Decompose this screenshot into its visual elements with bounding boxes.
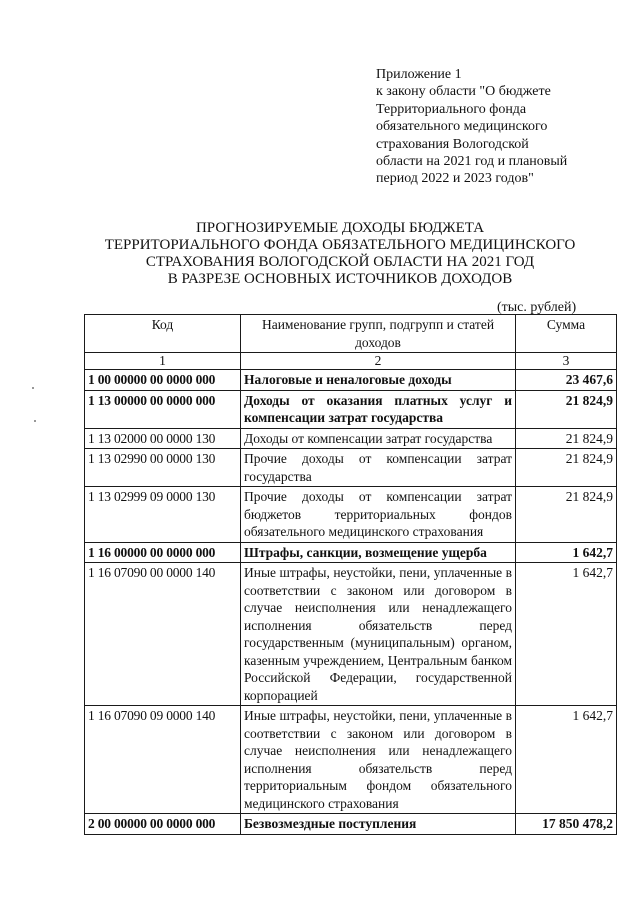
- row-name: Прочие доходы от компенсации затрат государства: [241, 449, 516, 487]
- row-name: Налоговые и неналоговые доходы: [241, 370, 516, 391]
- row-sum: 21 824,9: [516, 449, 617, 487]
- row-sum: 21 824,9: [516, 487, 617, 543]
- row-code: 1 16 00000 00 0000 000: [85, 542, 241, 563]
- col-number: 3: [516, 353, 617, 370]
- col-number: 1: [85, 353, 241, 370]
- revenue-table: [84, 314, 617, 835]
- row-sum: 17 850 478,2: [516, 814, 617, 835]
- title-line: СТРАХОВАНИЯ ВОЛОГОДСКОЙ ОБЛАСТИ НА 2021 ГОД: [145, 254, 535, 270]
- row-sum: 21 824,9: [516, 428, 617, 449]
- row-code: 2 00 00000 00 0000 000: [85, 814, 241, 835]
- row-name: Иные штрафы, неустойки, пени, уплаченные в соответствии с законом или договором в случае неисполнения или ненадлежащего исполнения обязательств перед государственным (муниципальным) органом, казенным учреждением, Центральным банком Российской Федерации, государственной корпорацией: [241, 563, 516, 706]
- row-name: Прочие доходы от компенсации затрат бюджетов территориальных фондов обязательного медицинского страхования: [241, 487, 516, 543]
- row-code: 1 00 00000 00 0000 000: [85, 370, 241, 391]
- row-sum: 1 642,7: [516, 563, 617, 706]
- table-row: [85, 487, 617, 543]
- row-sum: 23 467,6: [516, 370, 617, 391]
- header-name: Наименование групп, подгрупп и статей доходов: [241, 315, 516, 353]
- row-code: 1 13 02999 09 0000 130: [85, 487, 241, 543]
- row-name: Доходы от компенсации затрат государства: [241, 428, 516, 449]
- appendix-line: страхования Вологодской: [376, 136, 529, 152]
- appendix-note: [376, 66, 616, 188]
- row-sum: 21 824,9: [516, 390, 617, 428]
- table-row: [85, 542, 617, 563]
- header-sum: Сумма: [516, 315, 617, 353]
- row-sum: 1 642,7: [516, 706, 617, 814]
- col-number: 2: [241, 353, 516, 370]
- scan-speck: [32, 387, 34, 389]
- appendix-line: Территориального фонда: [376, 101, 527, 117]
- table-row: [85, 370, 617, 391]
- table-row: [85, 428, 617, 449]
- row-name: Иные штрафы, неустойки, пени, уплаченные в соответствии с законом или договором в случае неисполнения или ненадлежащего исполнения обязательств перед территориальным фондом обязательного медицинского страхования: [241, 706, 516, 814]
- row-code: 1 16 07090 09 0000 140: [85, 706, 241, 814]
- row-code: 1 13 00000 00 0000 000: [85, 390, 241, 428]
- row-sum: 1 642,7: [516, 542, 617, 563]
- title-line: В РАЗРЕЗЕ ОСНОВНЫХ ИСТОЧНИКОВ ДОХОДОВ: [167, 271, 513, 287]
- row-code: 1 13 02000 00 0000 130: [85, 428, 241, 449]
- row-name: Доходы от оказания платных услуг и компенсации затрат государства: [241, 390, 516, 428]
- appendix-line: Приложение 1: [376, 67, 462, 82]
- header-code: Код: [85, 315, 241, 353]
- unit-label: (тыс. рублей): [497, 300, 577, 315]
- table-row: [85, 814, 617, 835]
- appendix-line: обязательного медицинского: [376, 119, 548, 135]
- row-code: 1 16 07090 00 0000 140: [85, 563, 241, 706]
- table-row: [85, 390, 617, 428]
- table-row: [85, 706, 617, 814]
- row-name: Штрафы, санкции, возмещение ущерба: [241, 542, 516, 563]
- table-row: [85, 563, 617, 706]
- row-code: 1 13 02990 00 0000 130: [85, 449, 241, 487]
- appendix-line: области на 2021 год и плановый: [376, 154, 568, 170]
- appendix-line: период 2022 и 2023 годов": [376, 171, 534, 187]
- column-number-row: [85, 353, 617, 370]
- scan-speck: [34, 420, 36, 422]
- appendix-line: к закону области "О бюджете: [376, 84, 551, 100]
- row-name: Безвозмездные поступления: [241, 814, 516, 835]
- title-line: ТЕРРИТОРИАЛЬНОГО ФОНДА ОБЯЗАТЕЛЬНОГО МЕДИЦИНСКОГО: [104, 237, 576, 253]
- table-row: [85, 449, 617, 487]
- title-line: ПРОГНОЗИРУЕМЫЕ ДОХОДЫ БЮДЖЕТА: [195, 220, 485, 236]
- document-title: [70, 220, 610, 288]
- header-row: [85, 315, 617, 353]
